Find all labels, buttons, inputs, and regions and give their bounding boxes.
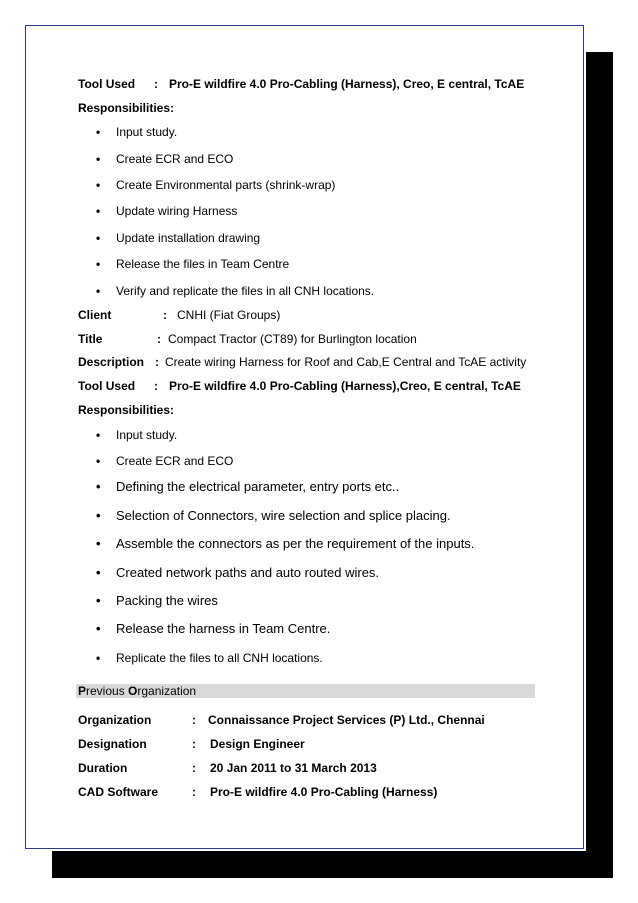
list-item-text: Release the harness in Team Centre.: [116, 621, 331, 636]
row-label: CAD Software: [78, 785, 159, 799]
row-value: Connaissance Project Services (P) Ltd., Chennai: [208, 713, 485, 727]
row-label: Designation: [78, 737, 147, 751]
organization-row: [78, 713, 485, 727]
bullet-icon: •: [96, 125, 101, 139]
list-item: [96, 152, 233, 166]
page-shadow-bottom: [52, 851, 613, 878]
separator: :: [154, 379, 158, 393]
tool-used-label: Tool Used: [78, 77, 136, 91]
tool-used-label: Tool Used: [78, 379, 136, 393]
responsibilities-heading: Responsibilities:: [78, 101, 175, 115]
list-item: [96, 454, 233, 468]
list-item-text: Packing the wires: [116, 593, 218, 608]
separator: :: [154, 77, 158, 91]
page-shadow-right: [586, 52, 613, 878]
list-item-text: Verify and replicate the files in all CNH locations.: [116, 284, 375, 298]
responsibilities-heading: Responsibilities:: [78, 403, 175, 417]
description-label: Description: [78, 355, 145, 369]
list-item: [96, 178, 335, 192]
bullet-icon: •: [96, 204, 101, 218]
separator: :: [192, 737, 196, 751]
list-item: [96, 509, 451, 523]
list-item: [96, 480, 399, 494]
client-label: Client: [78, 308, 112, 322]
duration-row: [78, 761, 377, 775]
list-item: [96, 257, 289, 271]
bullet-icon: •: [96, 284, 101, 298]
list-item-text: Update wiring Harness: [116, 204, 238, 218]
bullet-icon: •: [96, 152, 101, 166]
separator: :: [192, 713, 196, 727]
list-item-text: Create Environmental parts (shrink-wrap): [116, 178, 336, 192]
bullet-icon: •: [96, 454, 101, 468]
tool-used-line: [78, 77, 524, 91]
bullet-icon: •: [96, 593, 101, 608]
list-item-text: Release the files in Team Centre: [116, 257, 290, 271]
description-line: [78, 355, 526, 369]
title-line: [78, 332, 417, 346]
bullet-icon: •: [96, 508, 101, 523]
tool-used-line: [78, 379, 521, 393]
tool-used-value: Pro-E wildfire 4.0 Pro-Cabling (Harness),Creo, E central, TcAE: [169, 379, 521, 393]
list-item: [96, 284, 374, 298]
list-item: [96, 594, 218, 608]
heading-text: revious: [86, 684, 129, 698]
list-item-text: Assemble the connectors as per the requirement of the inputs.: [116, 536, 475, 551]
heading-initial: P: [78, 684, 87, 698]
client-line: [78, 308, 280, 322]
list-item-text: Selection of Connectors, wire selection and splice placing.: [116, 508, 451, 523]
description-value: Create wiring Harness for Roof and Cab,E Central and TcAE activity: [165, 355, 527, 369]
list-item-text: Create ECR and ECO: [116, 152, 234, 166]
list-item: [96, 537, 474, 551]
row-label: Organization: [78, 713, 152, 727]
bullet-icon: •: [96, 479, 101, 494]
list-item: [96, 622, 330, 636]
list-item: [96, 651, 323, 665]
title-value: Compact Tractor (CT89) for Burlington location: [168, 332, 417, 346]
bullet-icon: •: [96, 428, 101, 442]
row-value: Design Engineer: [210, 737, 305, 751]
list-item: [96, 231, 260, 245]
client-value: CNHI (Fiat Groups): [177, 308, 281, 322]
list-item-text: Input study.: [116, 428, 178, 442]
bullet-icon: •: [96, 565, 101, 580]
previous-organization-heading: [76, 684, 535, 698]
heading-text: rganization: [137, 684, 197, 698]
list-item-text: Replicate the files to all CNH locations.: [116, 651, 323, 665]
designation-row: [78, 737, 305, 751]
separator: :: [192, 785, 196, 799]
heading-initial: O: [128, 684, 138, 698]
list-item: [96, 566, 379, 580]
list-item-text: Defining the electrical parameter, entry ports etc..: [116, 479, 400, 494]
separator: :: [163, 308, 167, 322]
bullet-icon: •: [96, 621, 101, 636]
bullet-icon: •: [96, 178, 101, 192]
tool-used-value: Pro-E wildfire 4.0 Pro-Cabling (Harness), Creo, E central, TcAE: [169, 77, 525, 91]
bullet-icon: •: [96, 651, 101, 665]
cad-software-row: [78, 785, 437, 799]
bullet-icon: •: [96, 257, 101, 271]
list-item: [96, 125, 177, 139]
title-label: Title: [78, 332, 103, 346]
row-value: Pro-E wildfire 4.0 Pro-Cabling (Harness): [210, 785, 438, 799]
separator: :: [155, 355, 159, 369]
list-item-text: Create ECR and ECO: [116, 454, 234, 468]
separator: :: [192, 761, 196, 775]
list-item-text: Created network paths and auto routed wires.: [116, 565, 380, 580]
bullet-icon: •: [96, 536, 101, 551]
row-label: Duration: [78, 761, 128, 775]
list-item-text: Input study.: [116, 125, 178, 139]
row-value: 20 Jan 2011 to 31 March 2013: [210, 761, 377, 775]
list-item: [96, 428, 177, 442]
list-item: [96, 204, 237, 218]
bullet-icon: •: [96, 231, 101, 245]
separator: :: [157, 332, 161, 346]
list-item-text: Update installation drawing: [116, 231, 261, 245]
